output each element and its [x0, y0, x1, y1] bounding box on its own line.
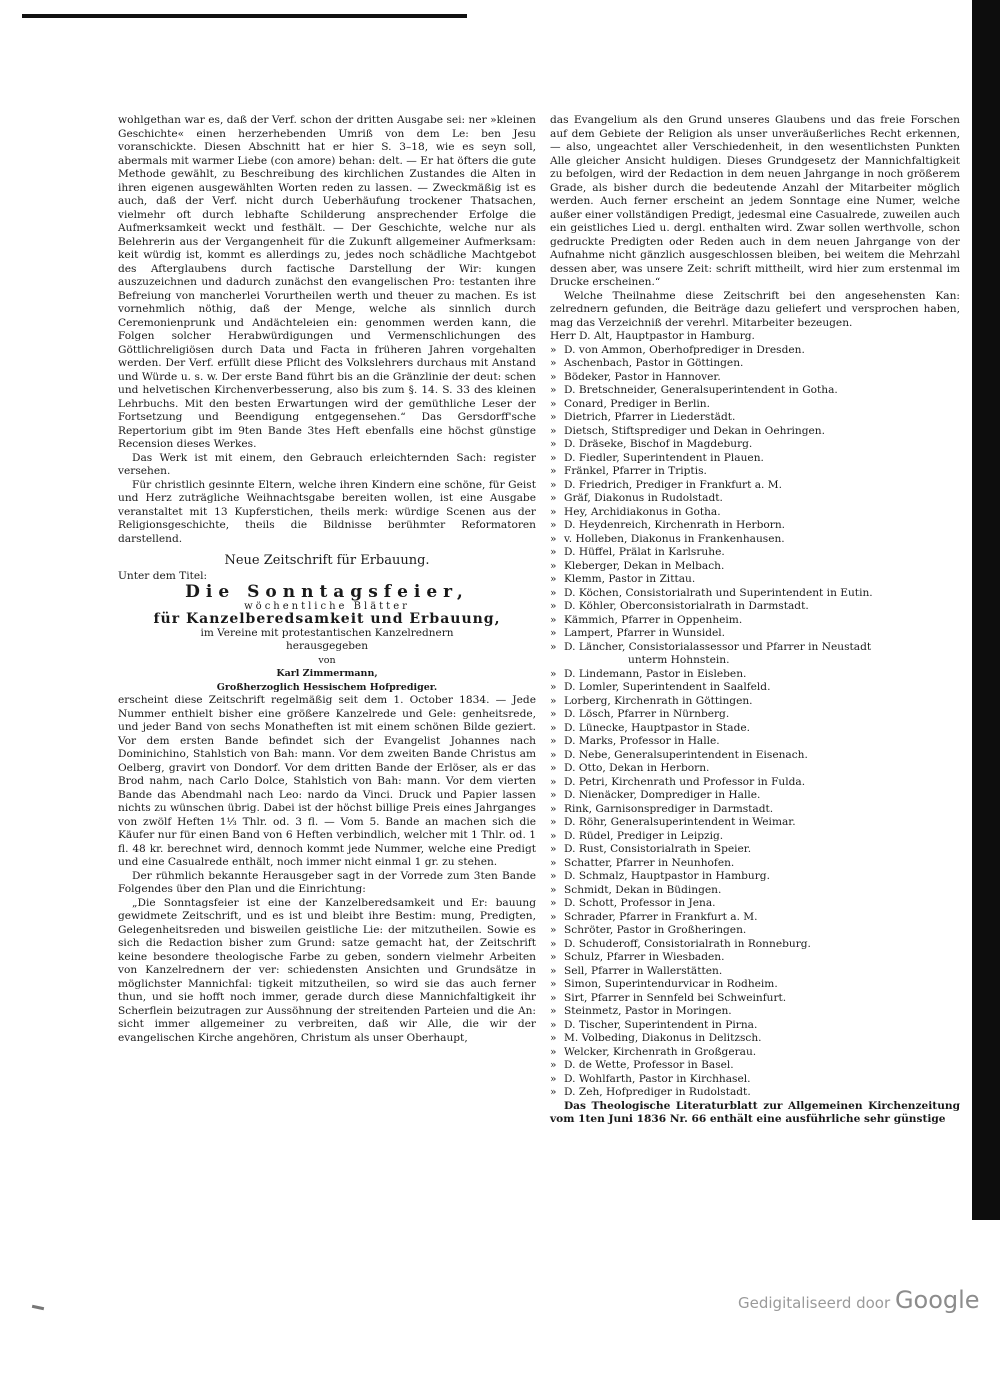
- contributor-name: D. Heydenreich, Kirchenrath in Herborn.: [564, 519, 786, 531]
- contributor-name: D. Bretschneider, Generalsuperintendent in Gotha.: [564, 384, 838, 396]
- ditto-mark: »: [550, 343, 557, 356]
- contributor-name: D. Nienäcker, Domprediger in Halle.: [564, 789, 761, 801]
- list-item: [550, 546, 960, 560]
- ditto-mark: »: [550, 397, 557, 410]
- journal-title: Die Sonntagsfeier,: [185, 582, 469, 602]
- contributor-name: D. Röhr, Generalsuperintendent in Weimar.: [564, 816, 796, 828]
- contributor-name: Schatter, Pfarrer in Neunhofen.: [564, 856, 735, 869]
- ditto-mark: »: [550, 681, 557, 693]
- contributor-name: D. Lösch, Pfarrer in Nürnberg.: [564, 708, 730, 720]
- preface-intro-paragraph: Der rühmlich bekannte Herausgeber sagt in der Vorrede zum 3ten Bande Folgendes über den Plan und die Einrichtung:: [118, 869, 536, 895]
- closing-paragraph: Das Theologische Literaturblatt zur Allgemeinen Kirchenzeitung vom 1ten Juni 1836 Nr. 66 enthält eine ausführliche sehr günstige: [550, 1099, 960, 1125]
- ditto-mark: »: [550, 1005, 557, 1017]
- list-item: [550, 533, 960, 547]
- contributor-name: Sirt, Pfarrer in Sennfeld bei Schweinfurt.: [564, 991, 787, 1004]
- ditto-mark: »: [550, 640, 557, 653]
- journal-subtitle-1: wöchentliche Blätter: [244, 600, 410, 612]
- contributor-name: Lorberg, Kirchenrath in Göttingen.: [564, 694, 753, 707]
- contributor-name: Kämmich, Pfarrer in Oppenheim.: [564, 613, 743, 626]
- google-logo: Google: [894, 1286, 980, 1314]
- list-item: [550, 1019, 960, 1033]
- contributor-name: Schrader, Pfarrer in Frankfurt a. M.: [564, 910, 758, 923]
- contributor-name: D. Rüdel, Prediger in Leipzig.: [564, 829, 724, 842]
- list-item: [550, 425, 960, 439]
- list-item: [550, 371, 960, 385]
- ditto-mark: »: [550, 762, 557, 774]
- ditto-mark: »: [550, 667, 557, 680]
- under-title-label: Unter dem Titel:: [118, 569, 208, 582]
- contributor-name: D. Lomler, Superintendent in Saalfeld.: [564, 681, 771, 693]
- ditto-mark: »: [550, 897, 557, 909]
- list-item: [550, 803, 960, 817]
- list-item: [550, 357, 960, 371]
- list-item: [550, 884, 960, 898]
- page-edge-shadow: [972, 0, 1000, 1220]
- ditto-mark: »: [550, 424, 557, 437]
- contributor-name: Dietrich, Pfarrer in Liederstädt.: [564, 411, 736, 423]
- contributor-name: D. von Ammon, Oberhofprediger in Dresden.: [564, 343, 805, 356]
- list-item: [550, 587, 960, 601]
- list-item: [550, 1032, 960, 1046]
- list-item: [550, 762, 960, 776]
- contributor-name: D. Läncher, Consistorialassessor und Pfarrer in Neustadt: [564, 640, 872, 653]
- contributor-name: Gräf, Diakonus in Rudolstadt.: [564, 492, 723, 504]
- ditto-mark: »: [550, 937, 557, 950]
- contributor-name: D. Dräseke, Bischof in Magdeburg.: [564, 438, 753, 450]
- list-item: [550, 870, 960, 884]
- contributor-name: D. Marks, Professor in Halle.: [564, 735, 720, 747]
- herr-label: Herr: [550, 330, 576, 342]
- register-paragraph: Das Werk ist mit einem, den Gebrauch erleichternden Sach: register versehen.: [118, 451, 536, 477]
- ditto-mark: »: [550, 708, 557, 720]
- ditto-mark: »: [550, 1086, 557, 1098]
- contributor-name: D. Lünecke, Hauptpastor in Stade.: [564, 721, 751, 734]
- ditto-mark: »: [550, 910, 557, 923]
- ditto-mark: »: [550, 721, 557, 734]
- list-item: [550, 924, 960, 938]
- contributor-name: D. Petri, Kirchenrath und Professor in Fulda.: [564, 775, 806, 788]
- list-item: [550, 951, 960, 965]
- list-item: [550, 735, 960, 749]
- ditto-mark: »: [550, 694, 557, 707]
- list-item: [550, 411, 960, 425]
- watermark-prefix: Gedigitaliseerd door: [738, 1294, 891, 1312]
- editor-role: Großherzoglich Hessischem Hofprediger.: [216, 681, 438, 693]
- list-item: [550, 627, 960, 641]
- list-item: [550, 560, 960, 574]
- ditto-mark: »: [550, 586, 557, 599]
- contributor-name: D. Hüffel, Prälat in Karlsruhe.: [564, 546, 725, 558]
- digitized-watermark: [738, 1286, 980, 1314]
- ditto-mark: »: [550, 532, 557, 545]
- list-item: [550, 1005, 960, 1019]
- list-item: [550, 938, 960, 952]
- ditto-mark: »: [550, 829, 557, 842]
- contributor-name: D. de Wette, Professor in Basel.: [564, 1059, 734, 1071]
- contributor-name: D. Friedrich, Prediger in Frankfurt a. M.: [564, 478, 783, 491]
- contributor-name: Fränkel, Pfarrer in Triptis.: [564, 465, 707, 477]
- contributor-name: Dietsch, Stiftsprediger und Dekan in Oehringen.: [564, 424, 825, 437]
- ditto-mark: »: [550, 924, 557, 936]
- contributor-name: Bödeker, Pastor in Hannover.: [564, 370, 721, 383]
- ditto-mark: »: [550, 492, 557, 504]
- contributor-name: Welcker, Kirchenrath in Großgerau.: [564, 1045, 757, 1058]
- contributor-name: Kleberger, Dekan in Melbach.: [564, 559, 725, 572]
- contributor-name: D. Rust, Consistorialrath in Speier.: [564, 843, 752, 855]
- list-item: [550, 965, 960, 979]
- scan-mark: [32, 1305, 44, 1310]
- list-item: [550, 506, 960, 520]
- ditto-mark: »: [550, 451, 557, 464]
- ditto-mark: »: [550, 951, 557, 963]
- ditto-mark: »: [550, 370, 557, 383]
- contributor-name: M. Volbeding, Diakonus in Delitzsch.: [564, 1032, 762, 1044]
- list-item: [550, 911, 960, 925]
- ditto-mark: »: [550, 573, 557, 585]
- ditto-mark: »: [550, 1032, 557, 1044]
- contributor-name: D. Zeh, Hofprediger in Rudolstadt.: [564, 1086, 751, 1098]
- contributor-name: Simon, Superintendurvicar in Rodheim.: [564, 978, 778, 990]
- quote-continuation-paragraph: das Evangelium als den Grund unseres Glaubens und das freie Forschen auf dem Gebiete der Religion als unser unveräußerliches Recht erkennen, — also, ungeachtet aller Verschiedenheit, in den wesentlichsten Punkten Alle gleicher Ansicht huldigen. Dieses Grundgesetz der Mannichfaltigkeit zu befolgen, wird der Redaction in dem neuen Jahrgange in noch größerem Grade, als bisher durch die bedeutende Anzahl der Mitarbeiter möglich werden. Auch ferner erscheint an jedem Sonntage eine Numer, welche außer einer vollständigen Predigt, jedesmal eine Casualrede, zuweilen auch ein geistliches Lied u. dergl. enthalten wird. Zwar sollen werthvolle, schon gedruckte Predigten oder Reden auch in dem neuen Jahrgange von der Aufnahme nicht gänzlich ausgeschlossen bleiben, bei weitem die Mehrzahl dessen aber, was unsere Zeit: schrift mittheilt, wird hier zum erstenmal im Drucke erscheinen.“: [550, 114, 960, 288]
- list-item: [550, 776, 960, 790]
- journal-subtitle-4: herausgegeben: [286, 640, 368, 652]
- contributor-name: D. Tischer, Superintendent in Pirna.: [564, 1018, 758, 1031]
- contributor-name: v. Holleben, Diakonus in Frankenhausen.: [564, 532, 785, 545]
- editor-name: Karl Zimmermann,: [276, 668, 378, 679]
- contributor-name: D. Alt, Hauptpastor in Hamburg.: [579, 330, 755, 342]
- intro-paragraph: wohlgethan war es, daß der Verf. schon der dritten Ausgabe sei: ner »kleinen Geschichte« einen herzerhebenden Umriß von dem Le: ben Jesu voranschickte. Diesen Abschnitt hat er hier S. 3–18, wie es seyn soll, abermals mit warmer Liebe (con amore) behan: delt. — Er hat öfters die gute Methode gewählt, zu Beschreibung des kirchlichen Zustandes die Alten in ihren eigenen ausgewählten Worten reden zu lassen. — Zweckmäßig ist es auch, daß der Verf. nicht durch Ueberhäufung trockener Thatsachen, vielmehr oft durch lebhafte Schilderung ansprechender Erfolge die Aufmerksamkeit weckt und festhält. — Der Geschichte, welche nur als Belehrerin aus der Vergangenheit für die Zukunft allgemeiner Aufmerksam: keit würdig ist, kommt es allerdings zu, jedes noch schädliche Machtgebot des Afterglaubens durch factische Darstellung der Wir: kungen auszuzeichnen und dadurch zunächst den evangelischen Pro: testanten ihre Befreiung von mancherlei Vorurtheilen werth und theuer zu machen. Es ist vornehmlich nöthig, daß der Menge, welche als sinnlich durch Ceremonienprunk und Andächteleien ein: genommen werden kann, die Folgen solcher Herabwürdigungen und Vermenschlichungen des Göttlichreligiösen durch Data und Facta in früheren Jahren vorgehalten werden. Der Verf. erfüllt diese Pflicht des Volkslehrers durchaus mit Anstand und Würde u. s. w. Der erste Band führt bis an die Gränzlinie der deut: schen und helvetischen Kirchenverbesserung, also bis zum §. 14. S. 33 des kleinen Lehrbuchs. Mit den besten Erwartungen wird der gemüthliche Leser der Fortsetzung und Beendigung entgegensehen.“ Das Gersdorff'sche Repertorium gibt im 9ten Bande 3tes Heft ebenfalls eine höchst günstige Recension dieses Werkes.: [118, 114, 536, 450]
- list-item: [550, 654, 960, 668]
- list-item: [550, 789, 960, 803]
- ditto-mark: »: [550, 843, 557, 855]
- list-item: [550, 668, 960, 682]
- ditto-mark: »: [550, 465, 557, 477]
- ditto-mark: »: [550, 748, 557, 761]
- list-item: [550, 465, 960, 479]
- contributor-name: Schröter, Pastor in Großheringen.: [564, 924, 747, 936]
- ditto-mark: »: [550, 978, 557, 990]
- ditto-mark: »: [550, 816, 557, 828]
- ditto-mark: »: [550, 411, 557, 423]
- contributor-name: Klemm, Pastor in Zittau.: [564, 573, 696, 585]
- contributor-name: D. Köchen, Consistorialrath und Superintendent in Eutin.: [564, 586, 873, 599]
- ditto-mark: »: [550, 883, 557, 896]
- ditto-mark: »: [550, 735, 557, 747]
- contributor-name: Aschenbach, Pastor in Göttingen.: [564, 357, 744, 369]
- list-item: [550, 1073, 960, 1087]
- list-item: [550, 992, 960, 1006]
- left-column: [118, 114, 536, 1045]
- list-item: [550, 330, 960, 344]
- list-item: [550, 438, 960, 452]
- list-item: [550, 1046, 960, 1060]
- contributor-name: D. Köhler, Oberconsistorialrath in Darmstadt.: [564, 600, 809, 612]
- contributor-name: Steinmetz, Pastor in Moringen.: [564, 1005, 732, 1017]
- journal-subtitle-2: für Kanzelberedsamkeit und Erbauung,: [153, 611, 501, 627]
- list-item: [550, 614, 960, 628]
- contributor-name: Rink, Garnisonsprediger in Darmstadt.: [564, 802, 774, 815]
- list-item: [550, 1059, 960, 1073]
- list-item: [550, 452, 960, 466]
- list-item: [550, 722, 960, 736]
- ditto-mark: »: [550, 991, 557, 1004]
- contributor-name-continued: unterm Hohnstein.: [628, 654, 730, 666]
- contributor-name: Hey, Archidiakonus in Gotha.: [564, 505, 721, 518]
- list-item: [550, 600, 960, 614]
- journal-subtitle-3: im Vereine mit protestantischen Kanzelrednern: [200, 626, 454, 639]
- list-item: [550, 398, 960, 412]
- right-column: [550, 114, 960, 1127]
- list-item: [550, 749, 960, 763]
- list-item: [550, 843, 960, 857]
- ditto-mark: »: [550, 357, 557, 369]
- list-item: [550, 681, 960, 695]
- ditto-mark: »: [550, 1072, 557, 1085]
- ditto-mark: »: [550, 870, 557, 882]
- contributor-name: D. Schmalz, Hauptpastor in Hamburg.: [564, 870, 770, 882]
- ditto-mark: »: [550, 384, 557, 396]
- parents-paragraph: Für christlich gesinnte Eltern, welche ihren Kindern eine schöne, für Geist und Herz zuträgliche Weihnachtsgabe bereiten wollen, ist eine Ausgabe veranstaltet mit 13 Kupferstichen, theils merk: würdige Scenen aus der Religionsgeschichte, theils die Bildnisse berühmter Reformatoren darstellend.: [118, 478, 536, 545]
- section-title: Neue Zeitschrift für Erbauung.: [224, 553, 430, 568]
- contributors-intro-paragraph: Welche Theilnahme diese Zeitschrift bei den angesehensten Kan: zelrednern gefunden, die Beiträge dazu geliefert und versprochen haben, mag das Verzeichniß der verehrl. Mitarbeiter bezeugen.: [550, 289, 960, 329]
- ditto-mark: »: [550, 505, 557, 518]
- ditto-mark: »: [550, 546, 557, 558]
- contributor-name: Schmidt, Dekan in Büdingen.: [564, 883, 722, 896]
- journal-von: von: [318, 654, 336, 666]
- contributors-list: [550, 330, 960, 1100]
- ditto-mark: »: [550, 478, 557, 491]
- ditto-mark: »: [550, 1059, 557, 1071]
- list-item: [550, 897, 960, 911]
- contributor-name: Schulz, Pfarrer in Wiesbaden.: [564, 951, 725, 963]
- list-item: [550, 519, 960, 533]
- ditto-mark: »: [550, 856, 557, 869]
- ditto-mark: »: [550, 964, 557, 977]
- ditto-mark: »: [550, 559, 557, 572]
- contributor-name: D. Otto, Dekan in Herborn.: [564, 762, 710, 774]
- ditto-mark: »: [550, 613, 557, 626]
- top-rule: [22, 14, 467, 18]
- list-item: [550, 344, 960, 358]
- contributor-name: Lampert, Pfarrer in Wunsidel.: [564, 627, 726, 639]
- ditto-mark: »: [550, 627, 557, 639]
- list-item: [550, 857, 960, 871]
- list-item: [550, 708, 960, 722]
- ditto-mark: »: [550, 438, 557, 450]
- list-item: [550, 816, 960, 830]
- contributor-name: D. Fiedler, Superintendent in Plauen.: [564, 451, 764, 464]
- list-item: [550, 492, 960, 506]
- preface-quote-paragraph: „Die Sonntagsfeier ist eine der Kanzelberedsamkeit und Er: bauung gewidmete Zeitschrift, und es ist und bleibt ihre Bestim: mung, Predigten, Gelegenheitsreden und bisweilen geistliche Lie: der mitzutheilen. Sowie es sich die Redaction bisher zum Grund: satze gemacht hat, der Zeitschrift keine besondere theologische Farbe zu geben, sondern vielmehr Arbeiten von Kanzelrednern der ver: schiedensten Ansichten und Grundsätze in möglichster Mannichfal: tigkeit mitzutheilen, so wird sie das auch ferner thun, und sie hofft noch immer, gerade durch diese Mannichfaltigkeit ihr Scherflein beizutragen zur Aussöhnung der streitenden Parteien und die An: sicht immer allgemeiner zu verbreiten, daß wir Alle, die wir der evangelischen Kirche angehören, Christum als unser Oberhaupt,: [118, 896, 536, 1044]
- ditto-mark: »: [550, 1018, 557, 1031]
- contributor-name: D. Schott, Professor in Jena.: [564, 897, 716, 909]
- list-item: [550, 573, 960, 587]
- ditto-mark: »: [550, 802, 557, 815]
- list-item: [550, 384, 960, 398]
- contributor-name: D. Wohlfarth, Pastor in Kirchhasel.: [564, 1072, 751, 1085]
- publication-paragraph: erscheint diese Zeitschrift regelmäßig seit dem 1. October 1834. — Jede Nummer enthielt bisher eine größere Kanzelrede und Gele: genheitsrede, und jeder Band von sechs Monatheften ist mit einem schönen Bilde geziert. Vor dem ersten Bande befindet sich der Evangelist Johannes nach Dominichino, Stahlstich von Bah: mann. Vor dem zweiten Bande Christus am Oelberg, gravirt von Dondorf. Vor dem dritten Bande der Erlöser, als er das Brod nahm, nach Carlo Dolce, Stahlstich von Bah: mann. Vor dem vierten Bande das Abendmahl nach Leo: nardo da Vinci. Druck und Papier lassen nichts zu wünschen übrig. Dabei ist der höchst billige Preis eines Jahrganges von zwölf Heften 1⅓ Thlr. od. 3 fl. — Vom 5. Bande an machen sich die Käufer nur für einen Band von 6 Heften verbindlich, welcher mit 1 Thlr. od. 1 fl. 48 kr. berechnet wird, dennoch kommt jede Nummer, welche eine Predigt und eine Casualrede enthält, noch immer nicht einmal 1 gr. zu stehen.: [118, 694, 536, 868]
- contributor-name: Conard, Prediger in Berlin.: [564, 397, 710, 410]
- contributor-name: Sell, Pfarrer in Wallerstätten.: [564, 964, 723, 977]
- list-item: [550, 641, 960, 655]
- contributor-name: D. Lindemann, Pastor in Eisleben.: [564, 667, 747, 680]
- list-item: [550, 1086, 960, 1100]
- list-item: [550, 978, 960, 992]
- ditto-mark: »: [550, 600, 557, 612]
- ditto-mark: »: [550, 1045, 557, 1058]
- list-item: [550, 695, 960, 709]
- ditto-mark: »: [550, 775, 557, 788]
- contributor-name: D. Schuderoff, Consistorialrath in Ronneburg.: [564, 937, 811, 950]
- contributor-name: D. Nebe, Generalsuperintendent in Eisenach.: [564, 748, 808, 761]
- ditto-mark: »: [550, 789, 557, 801]
- list-item: [550, 479, 960, 493]
- ditto-mark: »: [550, 519, 557, 531]
- list-item: [550, 830, 960, 844]
